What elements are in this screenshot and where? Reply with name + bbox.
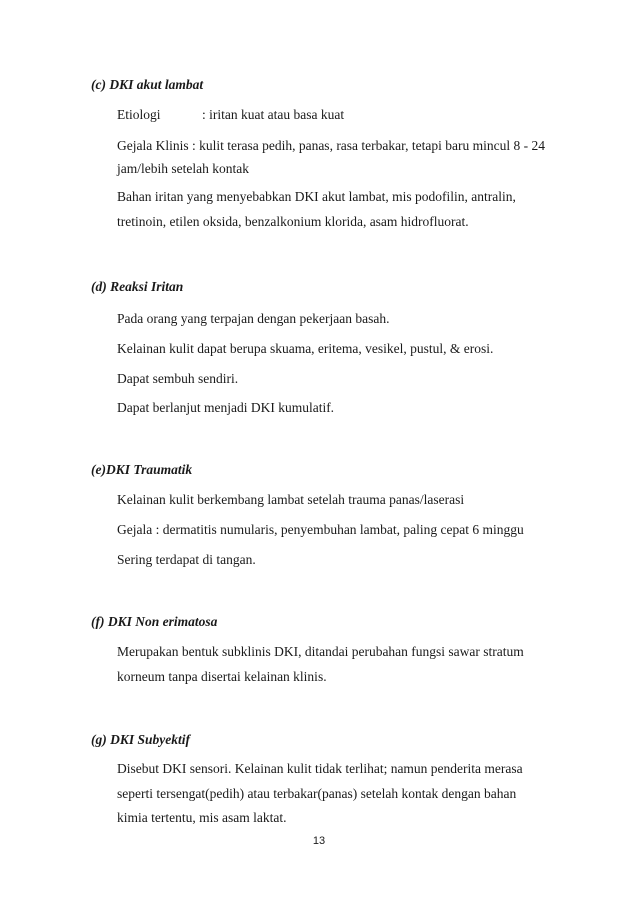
section-f-line2: korneum tanpa disertai kelainan klinis. xyxy=(117,669,327,684)
section-g-line3: kimia tertentu, mis asam laktat. xyxy=(117,810,287,825)
section-c-bahan-line1: Bahan iritan yang menyebabkan DKI akut lambat, mis podofilin, antralin, xyxy=(117,189,516,204)
section-c-etiologi xyxy=(117,107,344,123)
section-g-line2: seperti tersengat(pedih) atau terbakar(panas) setelah kontak dengan bahan xyxy=(117,786,517,801)
section-c-gejala-line1: Gejala Klinis : kulit terasa pedih, panas, rasa terbakar, tetapi baru mincul 8 - 24 xyxy=(117,138,545,153)
etiologi-text: : iritan kuat atau basa kuat xyxy=(202,107,345,122)
section-e-item: Kelainan kulit berkembang lambat setelah trauma panas/laserasi xyxy=(117,492,465,507)
section-f-line1: Merupakan bentuk subklinis DKI, ditandai perubahan fungsi sawar stratum xyxy=(117,644,524,659)
section-g-line1: Disebut DKI sensori. Kelainan kulit tidak terlihat; namun penderita merasa xyxy=(117,761,523,776)
section-e-item: Gejala : dermatitis numularis, penyembuhan lambat, paling cepat 6 minggu xyxy=(117,522,524,537)
section-d-item: Dapat sembuh sendiri. xyxy=(117,371,239,386)
section-d-item: Pada orang yang terpajan dengan pekerjaan basah. xyxy=(117,311,390,326)
etiologi-label: Etiologi xyxy=(117,107,161,122)
section-e-item: Sering terdapat di tangan. xyxy=(117,552,256,567)
section-c-bahan-line2: tretinoin, etilen oksida, benzalkonium klorida, asam hidrofluorat. xyxy=(117,214,469,229)
page-number: 13 xyxy=(312,835,326,847)
section-d-item: Kelainan kulit dapat berupa skuama, eritema, vesikel, pustul, & erosi. xyxy=(117,341,494,356)
section-d-heading: (d) Reaksi Iritan xyxy=(91,279,184,294)
section-f-heading: (f) DKI Non erimatosa xyxy=(91,614,218,629)
section-c-heading: (c) DKI akut lambat xyxy=(91,77,204,92)
section-c-gejala-line2: jam/lebih setelah kontak xyxy=(117,161,249,176)
section-d-item: Dapat berlanjut menjadi DKI kumulatif. xyxy=(117,400,335,415)
section-e-heading: (e)DKI Traumatik xyxy=(91,462,193,477)
section-g-heading: (g) DKI Subyektif xyxy=(91,732,190,747)
